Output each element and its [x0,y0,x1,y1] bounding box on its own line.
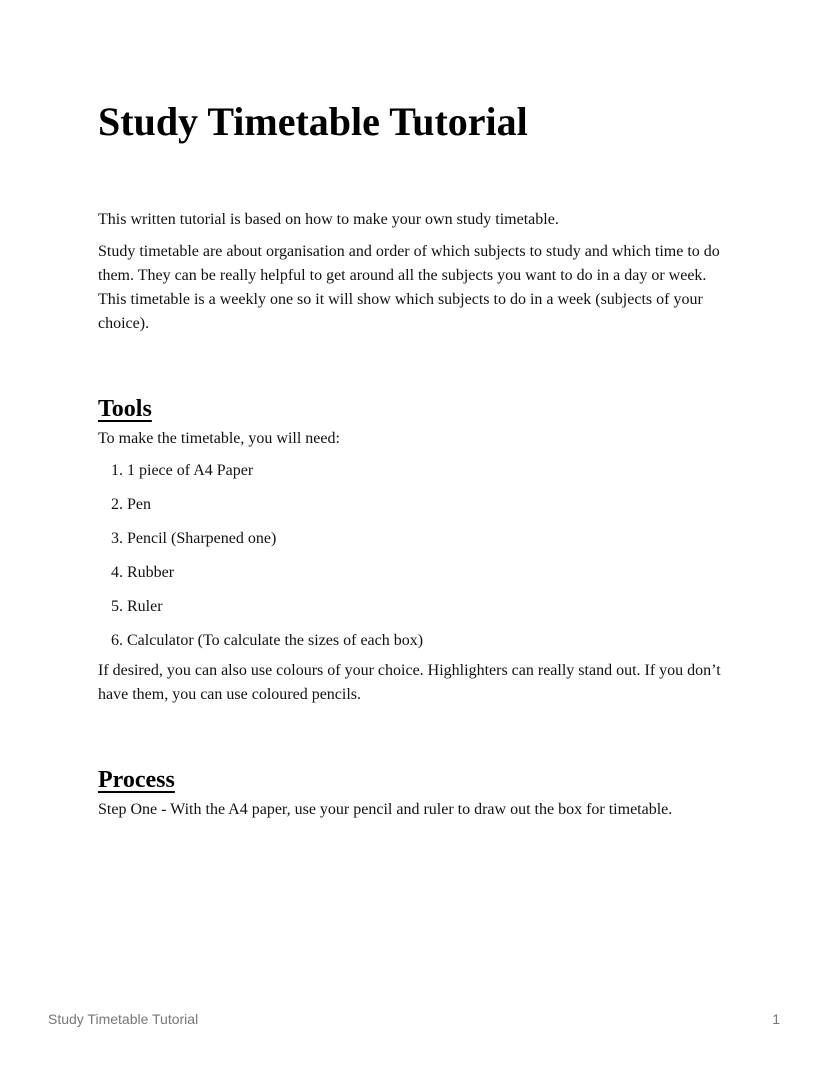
list-item: 4. Rubber [127,561,738,585]
tools-heading: Tools [98,396,152,422]
tools-list [98,459,738,653]
tools-lead: To make the timetable, you will need: [98,430,340,447]
list-item: 1. 1 piece of A4 Paper [127,459,738,483]
intro-paragraph: This written tutorial is based on how to make your own study timetable. [98,211,559,228]
process-heading: Process [98,767,175,793]
page-number: 1 [772,1011,780,1027]
tools-note: If desired, you can also use colours of your choice. Highlighters can really stand out. If you don’t have them, you can use coloured pencils. [98,662,721,703]
list-item: 6. Calculator (To calculate the sizes of each box) [127,629,738,653]
process-step: Step One - With the A4 paper, use your pencil and ruler to draw out the box for timetable. [98,801,673,818]
process-section [98,765,738,822]
document-content [98,96,738,822]
intro-paragraph: Study timetable are about organisation and order of which subjects to study and which time to do them. They can be really helpful to get around all the subjects you want to do in a day or week. This timetable is a weekly one so it will show which subjects to do in a week (subjects of your choice). [98,243,720,332]
list-item: 2. Pen [127,493,738,517]
document-title: Study Timetable Tutorial [98,99,528,144]
tools-section [98,394,738,707]
footer-title: Study Timetable Tutorial [48,1011,199,1027]
list-item: 5. Ruler [127,595,738,619]
list-item: 3. Pencil (Sharpened one) [127,527,738,551]
